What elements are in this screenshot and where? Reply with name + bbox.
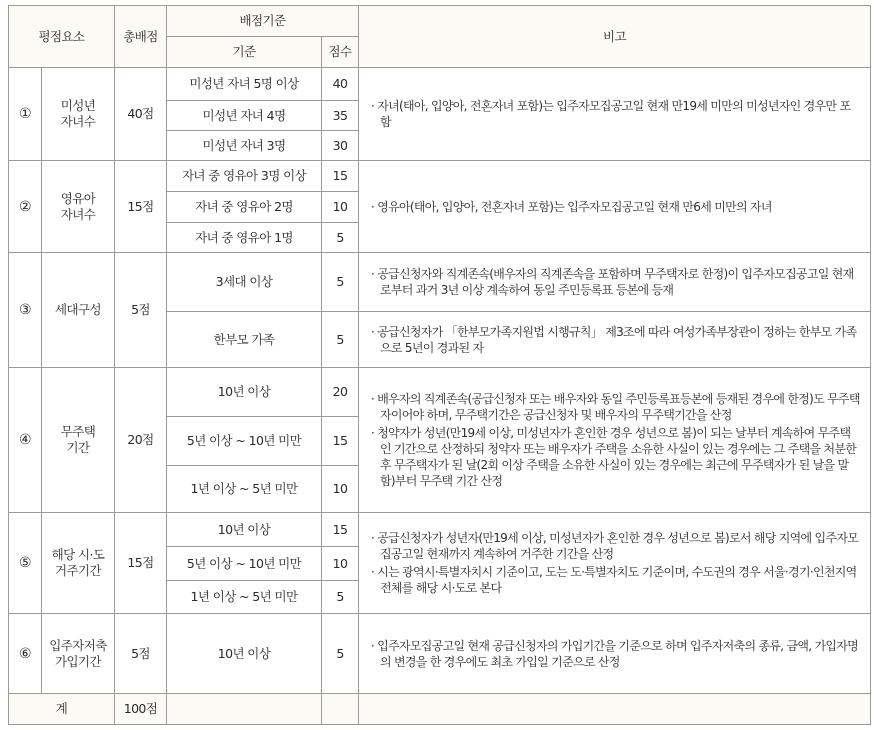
table-row xyxy=(9,68,871,101)
points-cell: 40 xyxy=(322,68,359,101)
item-name-line1: 입주자저축 xyxy=(49,637,107,653)
remark-text: · 시는 광역시·특별자치시 기준이고, 도는 도·특별자치도 기준이며, 수도권의 경우 서울·경기·인천지역 전체를 해당 시·도로 본다 xyxy=(371,565,857,595)
criteria-cell: 5년 이상 ~ 10년 미만 xyxy=(167,417,322,466)
remark-text: · 입주자모집공고일 현재 공급신청자의 가입기간을 기준으로 하며 입주자저축의 종류, 금액, 가입자명의 변경을 한 경우에도 최초 가입일 기준으로 산정 xyxy=(371,638,859,669)
table-row xyxy=(9,253,871,312)
item-name-line2: 자녀수 xyxy=(60,114,96,129)
remarks-cell xyxy=(359,253,871,312)
item-name xyxy=(42,368,115,513)
points-cell: 15 xyxy=(322,161,359,192)
remark-text: · 배우자의 직계존속(공급신청자 또는 배우자와 동일 주민등록표등본에 등재된 경우에 한정)도 무주택자이어야 하며, 무주택기간은 공급신청자 및 배우자의 무주택기간을 산정 xyxy=(371,392,860,422)
criteria-cell: 미성년 자녀 4명 xyxy=(167,101,322,131)
table-row xyxy=(9,513,871,547)
item-name-line2: 기간 xyxy=(66,440,90,455)
item-total: 5점 xyxy=(115,253,167,368)
scoring-criteria-table xyxy=(8,5,871,725)
criteria-cell: 미성년 자녀 3명 xyxy=(167,131,322,161)
points-cell: 30 xyxy=(322,131,359,161)
criteria-cell: 미성년 자녀 5명 이상 xyxy=(167,68,322,101)
criteria-cell: 자녀 중 영유아 1명 xyxy=(167,223,322,253)
item-number: ③ xyxy=(9,253,42,368)
points-cell: 20 xyxy=(322,368,359,417)
criteria-cell: 1년 이상 ~ 5년 미만 xyxy=(167,581,322,614)
total-remarks-empty xyxy=(359,694,871,725)
item-name xyxy=(42,161,115,253)
item-number: ① xyxy=(9,68,42,161)
points-cell: 35 xyxy=(322,101,359,131)
item-number: ② xyxy=(9,161,42,253)
header-criteria: 기준 xyxy=(167,37,322,68)
points-cell: 10 xyxy=(322,547,359,581)
table-row xyxy=(9,614,871,694)
remarks-cell xyxy=(359,368,871,513)
remark-text: · 청약자가 성년(만19세 이상, 미성년자가 혼인한 경우 성년으로 봄)이 되는 날부터 계속하여 무주택인 기간으로 산정하되 청약자 또는 배우자가 주택을 소유한 사실이 있는 경우에는 그 주택을 처분한 후 무주택자가 된 날(2회 이상 주택을 소유한 사실이 있는 경우에는 최근에 무주택자가 된 날을 말함)부터 무주택 기간 산정 xyxy=(371,426,857,488)
item-name-line1: 미성년 xyxy=(60,98,96,113)
header-total-score: 총배점 xyxy=(115,6,167,68)
points-cell: 5 xyxy=(322,614,359,694)
remarks-cell xyxy=(359,161,871,253)
criteria-cell: 10년 이상 xyxy=(167,513,322,547)
criteria-cell: 1년 이상 ~ 5년 미만 xyxy=(167,466,322,513)
points-cell: 5 xyxy=(322,312,359,368)
points-cell: 5 xyxy=(322,253,359,312)
item-total: 15점 xyxy=(115,513,167,614)
header-remarks: 비고 xyxy=(359,6,871,68)
item-name xyxy=(42,253,115,368)
remark-text: · 공급신청자가 성년자(만19세 이상, 미성년자가 혼인한 경우 성년으로 봄)로서 해당 지역에 입주자모집공고일 현재까지 계속하여 거주한 기간을 산정 xyxy=(371,531,859,561)
item-name xyxy=(42,68,115,161)
item-total: 20점 xyxy=(115,368,167,513)
criteria-cell: 한부모 가족 xyxy=(167,312,322,368)
criteria-cell: 5년 이상 ~ 10년 미만 xyxy=(167,547,322,581)
remarks-cell xyxy=(359,68,871,161)
criteria-cell: 자녀 중 영유아 3명 이상 xyxy=(167,161,322,192)
remark-text: · 공급신청자가 「한부모가족지원법 시행규칙」 제3조에 따라 여성가족부장관이 정하는 한부모 가족으로 5년이 경과된 자 xyxy=(371,324,857,355)
points-cell: 15 xyxy=(322,417,359,466)
item-number: ⑥ xyxy=(9,614,42,694)
total-criteria-empty xyxy=(167,694,322,725)
points-cell: 10 xyxy=(322,192,359,223)
item-name-line2: 자녀수 xyxy=(60,206,96,222)
header-element: 평점요소 xyxy=(9,6,115,68)
item-number: ⑤ xyxy=(9,513,42,614)
total-points-empty xyxy=(322,694,359,725)
item-total: 15점 xyxy=(115,161,167,253)
item-total: 40점 xyxy=(115,68,167,161)
item-name-line1: 세대구성 xyxy=(55,302,101,317)
points-cell: 10 xyxy=(322,466,359,513)
total-label: 계 xyxy=(9,694,115,725)
table-row xyxy=(9,368,871,417)
item-name xyxy=(42,614,115,694)
header-points: 점수 xyxy=(322,37,359,68)
item-name-line1: 해당 시·도 xyxy=(51,547,105,562)
item-name-line2: 거주기간 xyxy=(55,563,101,578)
item-name-line1: 영유아 xyxy=(60,190,96,206)
criteria-cell: 10년 이상 xyxy=(167,614,322,694)
table-row xyxy=(9,161,871,192)
item-number: ④ xyxy=(9,368,42,513)
total-row xyxy=(9,694,871,725)
item-name-line1: 무주택 xyxy=(60,424,96,439)
remark-text: · 공급신청자와 직계존속(배우자의 직계존속을 포함하며 무주택자로 한정)이 입주자모집공고일 현재로부터 과거 3년 이상 계속하여 동일 주민등록표 등본에 등재 xyxy=(371,267,854,297)
remarks-cell xyxy=(359,312,871,368)
item-total: 5점 xyxy=(115,614,167,694)
remarks-cell xyxy=(359,513,871,614)
remark-text: · 영유아(태아, 입양아, 전혼자녀 포함)는 입주자모집공고일 현재 만6세 미만의 자녀 xyxy=(371,199,772,214)
points-cell: 5 xyxy=(322,581,359,614)
item-name xyxy=(42,513,115,614)
criteria-cell: 3세대 이상 xyxy=(167,253,322,312)
remarks-cell xyxy=(359,614,871,694)
criteria-cell: 자녀 중 영유아 2명 xyxy=(167,192,322,223)
remark-text: · 자녀(태아, 입양아, 전혼자녀 포함)는 입주자모집공고일 현재 만19세 미만의 미성년자인 경우만 포함 xyxy=(371,99,851,129)
header-criteria-group: 배점기준 xyxy=(167,6,359,37)
points-cell: 15 xyxy=(322,513,359,547)
total-score: 100점 xyxy=(115,694,167,725)
item-name-line2: 가입기간 xyxy=(55,653,101,669)
criteria-cell: 10년 이상 xyxy=(167,368,322,417)
points-cell: 5 xyxy=(322,223,359,253)
